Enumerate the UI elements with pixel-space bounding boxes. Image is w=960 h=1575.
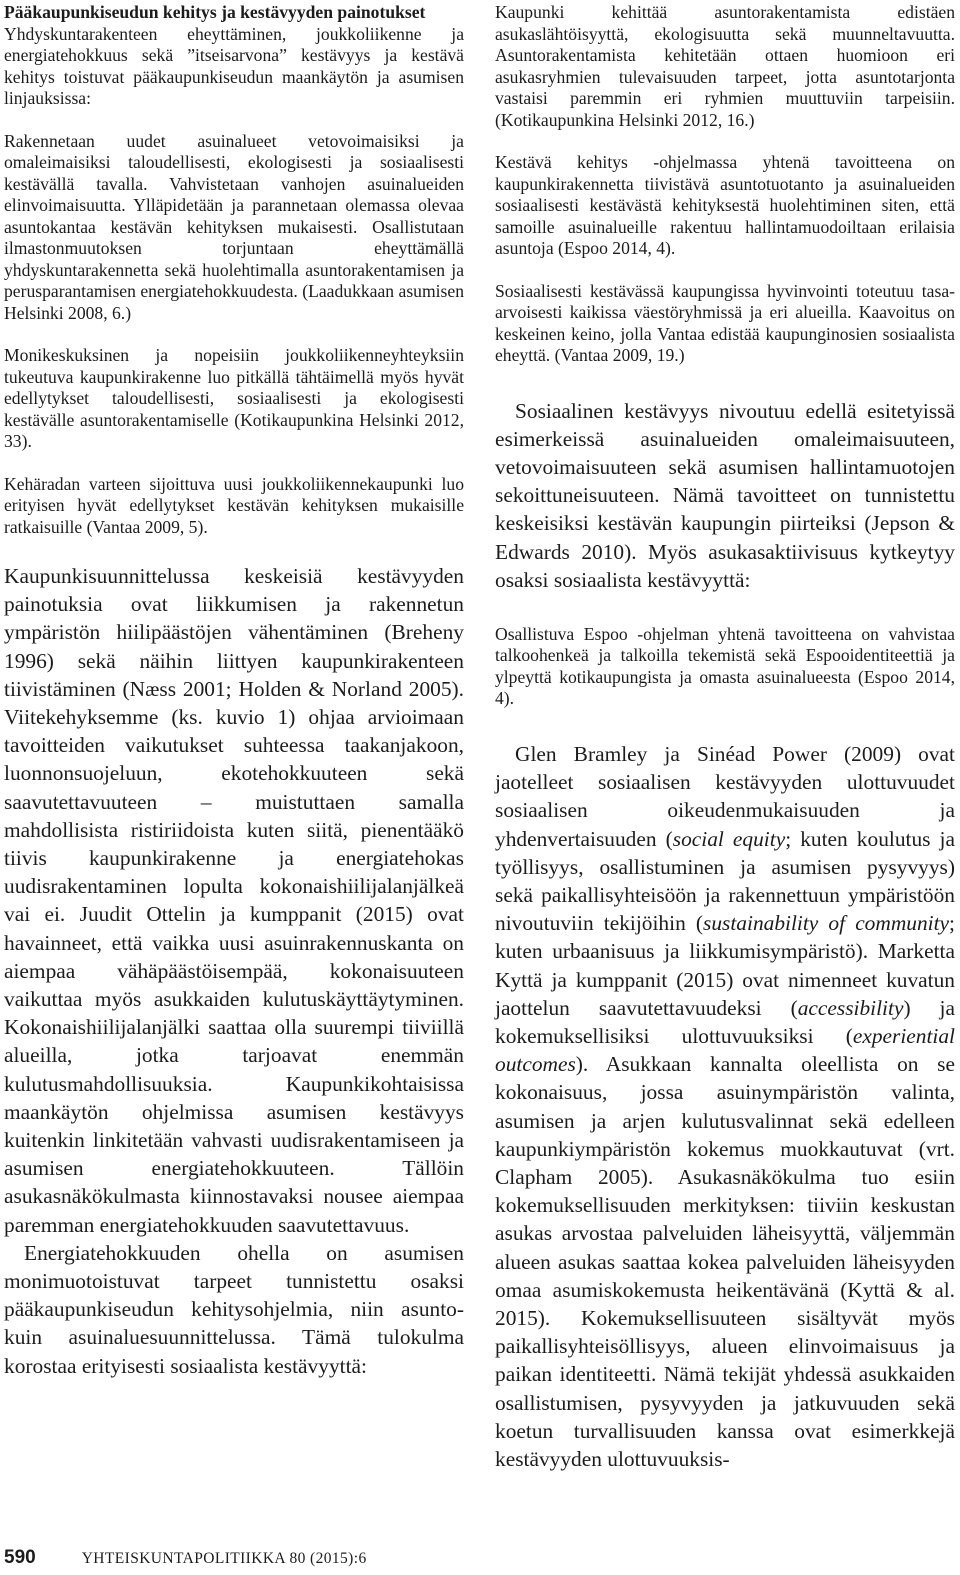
right-column <box>495 2 955 1473</box>
body-text: ) ja kokemuksellisiksi ulottuvuuksiksi ( <box>495 995 955 1048</box>
body-text: ; kuten koulutus ja työllisyys, osallistuminen ja asumisen pysyvyys) sekä paikallisyhteisöön ja rakennettuun ympäristöön nivoutuviin tekijöihin ( <box>495 826 955 936</box>
page-footer <box>4 1547 367 1571</box>
section-intro: Yhdyskuntarakenteen eheyttäminen, joukkoliikenne ja energiatehokkuus sekä ”itseisarvona” kestävyys ja kestävä kehitys toistuvat pääkaupunkiseudun maankäytön ja asumisen linjauksissa: <box>4 23 464 108</box>
italic-term: social equity <box>672 826 786 851</box>
quote-vantaa-2009: Kehäradan varteen sijoittuva uusi joukkoliikennekaupunki luo erityisen hyvät edellytykset kestävän kehityksen mukaisille ratkaisuille (Vantaa 2009, 5). <box>4 473 464 537</box>
body-text: Glen Bramley ja Sinéad Power (2009) ovat jaotelleet sosiaalisen kestävyyden ulottuvuudet sosiaalisen oikeudenmukaisuuden ja yhdenvertaisuuden ( <box>495 741 955 851</box>
quote-helsinki-2012-b: Kaupunki kehittää asuntorakentamista edistäen asukaslähtöisyyttä, ekologisuutta sekä muunneltavuutta. Asuntorakentamista kehitetään ottaen huomioon eri asukasryhmien tulevaisuuden tarpeet, jotta asuntotarjonta vastaisi paremmin eri ryhmien muuttuviin tarpeisiin. (Kotikaupunkina Helsinki 2012, 16.) <box>495 2 955 130</box>
body-paragraph: Sosiaalinen kestävyys nivoutuu edellä esitetyissä esimerkeissä asuinalueiden omaleimaisuuteen, vetovoimaisuuteen sekä asumisen hallintamuotojen sekoittuneisuuteen. Nämä tavoitteet on tunnistettu keskeisiksi kestävän kaupungin piirteiksi (Jepson & Edwards 2010). Myös asukasaktiivisuus kytkeytyy osaksi sosiaalista kestävyyttä: <box>495 398 955 592</box>
quote-espoo-2014: Kestävä kehitys -ohjelmassa yhtenä tavoitteena on kaupunkirakennetta tiivistävä asuntotuotanto ja asuinalueiden sosiaalisesti kestävästä kehityksestä huolehtiminen siten, että samoille asuinalueille rakentuu hallintamuodoiltaan erilaisia asuntoja (Espoo 2014, 4). <box>495 152 955 258</box>
left-column <box>4 2 464 1380</box>
section-heading-block <box>4 2 464 110</box>
quote-helsinki-2008: Rakennetaan uudet asuinalueet vetovoimaisiksi ja omaleimaisiksi taloudellisesti, ekologisesti ja sosiaalisesti kestävällä tavalla. Vahvistetaan vanhojen asuinalueiden elinvoimaisuutta. Ylläpidetään ja parannetaan olemassa olevaa asuntokantaa kestävän kehityksen mukaisesti. Osallistutaan ilmastonmuutoksen torjuntaan eheyttämällä yhdyskuntarakennetta sekä huolehtimalla asuntorakentamisen ja perusparantamisen energiatehokkuudesta. (Laadukkaan asumisen Helsinki 2008, 6.) <box>4 130 464 323</box>
body-text: ). Asukkaan kannalta oleellista on se kokonaisuus, jossa asuinympäristön valinta, asumisen ja arjen kulutusvalinnat sekä edelleen kaupunkiympäristön kokemus muokkautuvat (vrt. Clapham 2005). Asukasnäkökulma tuo esiin kokemuksellisuuden merkityksen: tiiviin keskustan asukas arvostaa palveluiden läheisyyttä, väljemmän alueen asukas saattaa kokea palveluiden läheisyyden omaa asumiskokemusta heikentävänä (Kyttä & al. 2015). Kokemuksellisuuteen sisältyvät myös paikallisyhteisöllisyys, alueen elinvoimaisuus ja paikan identiteetti. Nämä tekijät yhdessä asukkaiden osallistumisen, pysyvyyden ja jatkuvuuden sekä koetun turvallisuuden kanssa ovat esimerkkejä kestävyyden ulottuvuuksis- <box>495 1052 955 1471</box>
section-heading: Pääkaupunkiseudun kehitys ja kestävyyden painotukset <box>4 2 426 22</box>
body-paragraph: Energiatehokkuuden ohella on asumisen monimuotoistuvat tarpeet tunnistettu osaksi pääkaupunkiseudun kehitysohjelmia, niin asunto- kuin asuinaluesuunnittelussa. Tämä tulokulma korostaa erityisesti sosiaalista kestävyyttä: <box>4 1240 464 1378</box>
quote-espoo-2014-b: Osallistuva Espoo -ohjelman yhtenä tavoitteena on vahvistaa talkoohenkeä ja talkoilla tekemistä sekä Espooidentiteettiä ja ylpeyttä kotikaupungista ja omasta asuinalueesta (Espoo 2014, 4). <box>495 623 955 709</box>
body-paragraph <box>495 740 955 1473</box>
body-paragraph: Kaupunkisuunnittelussa keskeisiä kestävyyden painotuksia ovat liikkumisen ja rakennetun ympäristön hiilipäästöjen vähentäminen (Breheny 1996) sekä näihin liittyen kaupunkirakenteen tiivistäminen (Næss 2001; Holden & Norland 2005). Viitekehyksemme (ks. kuvio 1) ohjaa arvioimaan tavoitteiden vaikutukset suhteessa taakanjakoon, luonnonsuojeluun, ekotehokkuuteen sekä saavutettavuuteen – muistuttaen samalla mahdollisista ristiriidoista kuten siitä, pienentääkö tiivis kaupunkirakenne ja energiatehokas uudisrakentaminen lopulta kokonaishiilijalanjälkeä vai ei. Juudit Ottelin ja kumppanit (2015) ovat havainneet, että vaikka uusi asuinrakennuskanta on aiempaa vähäpäästöisempää, kokonaisuuteen vaikuttaa myös asukkaiden kulutuskäyttäytyminen. Kokonaishiilijalanjälki saattaa olla suurempi tiiviillä alueilla, jotka tarjoavat enemmän kulutusmahdollisuuksia. Kaupunkikohtaisissa maankäytön ohjelmissa asumisen kestävyys kuitenkin linkitetään vahvasti uudisrakentamiseen ja asumisen energiatehokkuuteen. Tällöin asukasnäkökulmasta kiinnostavaksi nousee aiempaa paremman energiatehokkuuden saavutettavuus. <box>4 564 464 1237</box>
body-text: ; kuten urbaanisuus ja liikkumisympäristö). Marketta Kyttä ja kumppanit (2015) ovat nimenneet kuvatun jaottelun saavutettavuudeksi ( <box>495 911 955 1020</box>
italic-term: accessibility <box>797 995 904 1020</box>
quote-vantaa-2009-b: Sosiaalisesti kestävässä kaupungissa hyvinvointi toteutuu tasa-arvoisesti kaikissa väestöryhmissä ja eri alueilla. Kaavoitus on keskeinen keino, jolla Vantaa edistää kaupunginosien sosiaalista eheyttä. (Vantaa 2009, 19.) <box>495 280 955 365</box>
italic-term: experiential outcomes <box>495 1023 955 1077</box>
italic-term: sustainability of community <box>703 911 950 936</box>
page-number: 590 <box>4 1547 36 1568</box>
quote-helsinki-2012: Monikeskuksinen ja nopeisiin joukkoliikenneyhteyksiin tukeutuva kaupunkirakenne luo pitkällä tähtäimellä myös hyvät edellytykset taloudellisesti, sosiaalisesti ja ekologisesti kestävälle asuntorakentamiselle (Kotikaupunkina Helsinki 2012, 33). <box>4 345 464 451</box>
journal-citation: YHTEISKUNTAPOLITIIKKA 80 (2015):6 <box>81 1550 367 1567</box>
